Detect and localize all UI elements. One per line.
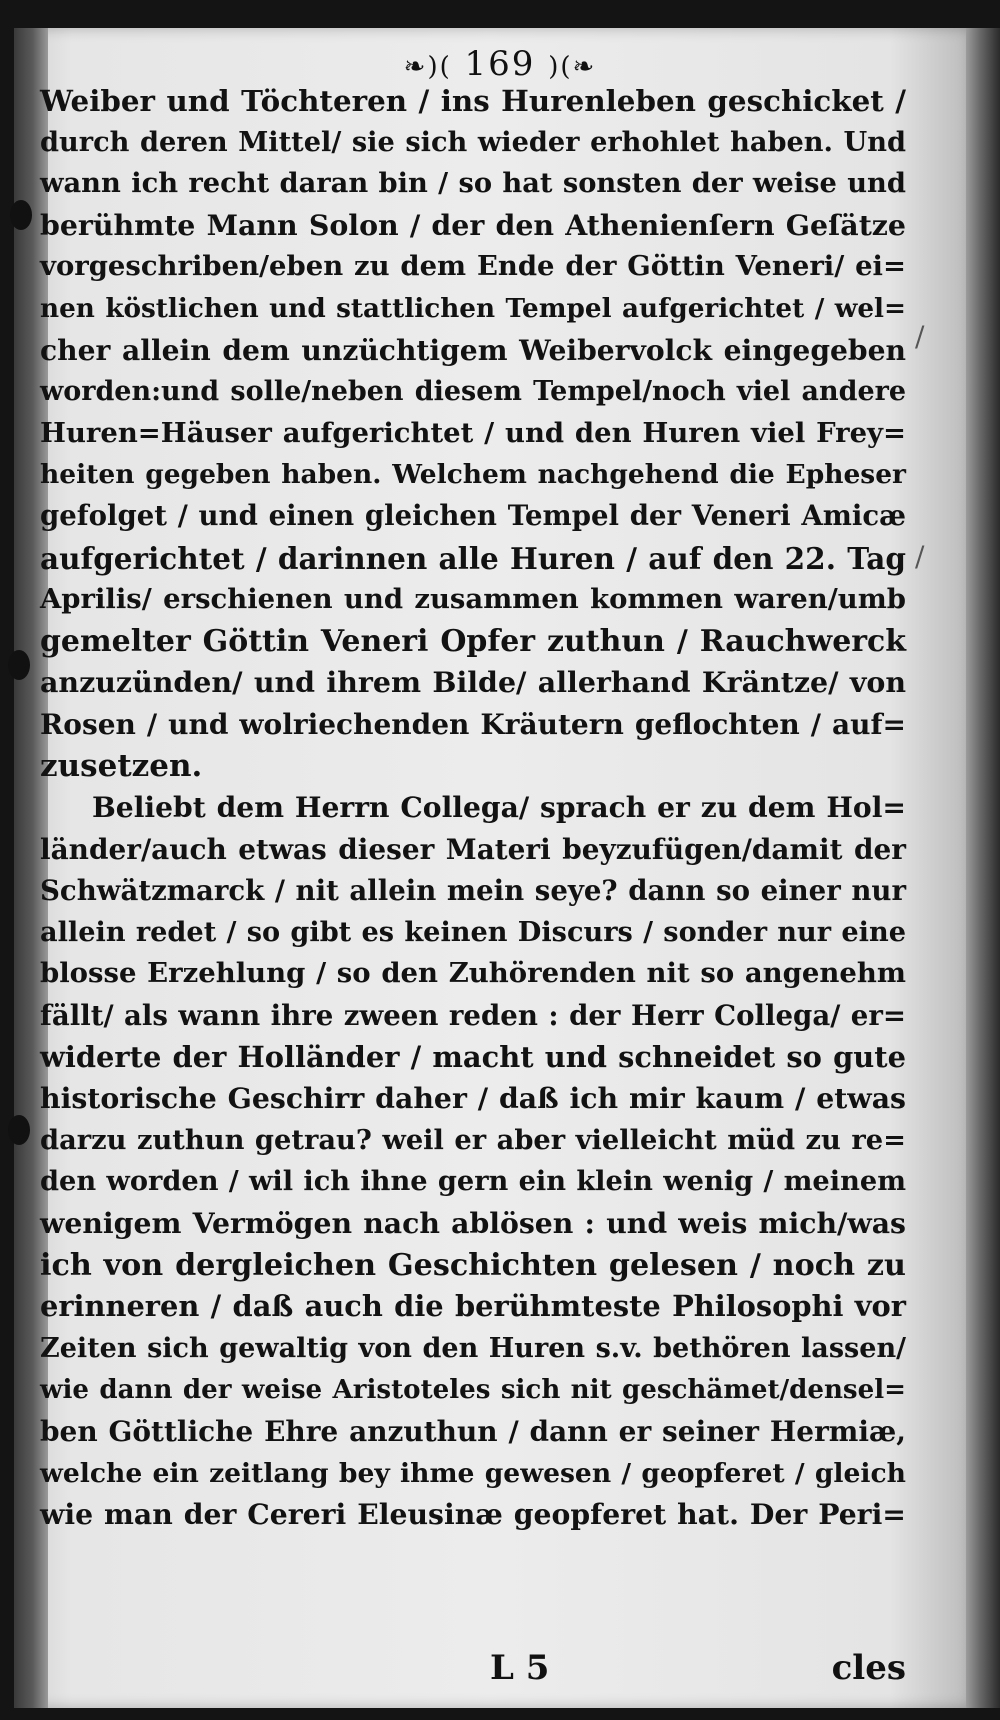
text-line: ben Göttliche Ehre anzuthun / dann er seiner Hermiæ, xyxy=(40,1415,906,1448)
text-line: Weiber und Töchteren / ins Hurenleben geschicket / xyxy=(40,83,906,118)
text-line: erinneren / daß auch die berühmteste Philosophi vor xyxy=(40,1289,906,1324)
text-line: historische Geschirr daher / daß ich mir kaum / etwas xyxy=(40,1081,906,1116)
text-line: widerte der Holländer / macht und schneidet so gute xyxy=(40,1039,906,1074)
text-line: aufgerichtet / darinnen alle Huren / auf den 22. Tag xyxy=(40,540,906,576)
page-edge xyxy=(966,28,1000,1708)
text-line: länder/auch etwas dieser Materi beyzufügen/damit der xyxy=(40,832,906,866)
page-header xyxy=(0,44,1000,84)
text-line: den worden / wil ich ihne gern ein klein wenig / meinem xyxy=(40,1165,906,1198)
text-line: welche ein zeitlang bey ihme gewesen / geopferet / gleich xyxy=(40,1457,906,1489)
text-line: wie dann der weise Aristoteles sich nit geschämet/densel= xyxy=(40,1374,906,1406)
text-line: anzuzünden/ und ihrem Bilde/ allerhand Kräntze/ von xyxy=(40,665,906,700)
text-line: Aprilis/ erschienen und zusammen kommen waren/umb xyxy=(40,583,906,616)
text-line: vorgeschriben/eben zu dem Ende der Göttin Veneri/ ei= xyxy=(40,250,906,283)
margin-mark-slash: / xyxy=(915,540,925,573)
body-text xyxy=(40,80,906,1536)
text-line: Schwätzmarck / nit allein mein seye? dann so einer nur xyxy=(40,874,906,908)
text-line: darzu zuthun getrau? weil er aber vielleicht müd zu re= xyxy=(40,1123,906,1156)
text-line: heiten gegeben haben. Welchem nachgehend die Epheser xyxy=(40,459,906,491)
text-line: worden:und solle/neben diesem Tempel/noch viel andere xyxy=(40,376,906,408)
text-line: ich von dergleichen Geschichten gelesen / noch zu xyxy=(40,1247,906,1283)
header-ornament-left: ❧)( xyxy=(403,52,452,82)
text-line: wenigem Vermögen nach ablösen : und weis mich/was xyxy=(40,1206,906,1241)
text-line: allein redet / so gibt es keinen Discurs / sonder nur eine xyxy=(40,915,906,948)
text-line: berühmte Mann Solon / der den Athenienſern Geſätze xyxy=(40,207,906,242)
text-line: Huren=Häuser aufgerichtet / und den Huren viel Frey= xyxy=(40,416,906,449)
binding-hole-lower xyxy=(8,1115,30,1145)
text-line: wie man der Cereri Eleusinæ geopferet hat. Der Peri= xyxy=(40,1497,906,1532)
text-line: blosse Erzehlung / so den Zuhörenden nit so angenehm xyxy=(40,957,906,990)
text-line: wann ich recht daran bin / so hat sonsten der weise und xyxy=(40,167,906,200)
text-line: Zeiten sich gewaltig von den Huren s.v. bethören lassen/ xyxy=(40,1332,906,1364)
binding-hole-upper xyxy=(10,200,32,230)
text-line: durch deren Mittel/ sie sich wieder erhohlet haben. Und xyxy=(40,125,906,158)
text-line: nen köstlichen und stattlichen Tempel aufgerichtet / wel= xyxy=(40,292,906,324)
text-line: gefolget / und einen gleichen Tempel der Veneri Amicæ xyxy=(40,499,906,532)
text-line: Beliebt dem Herrn Collega/ sprach er zu dem Hol= xyxy=(92,791,906,825)
page-footer xyxy=(40,1648,906,1696)
text-line: fällt/ als wann ihre zween reden : der Herr Collega/ er= xyxy=(40,999,906,1033)
text-line: Rosen / und wolriechenden Kräutern geflochten / auf= xyxy=(40,707,906,741)
catchword: cles xyxy=(831,1648,906,1688)
header-ornament-right: )(❧ xyxy=(548,52,597,82)
margin-mark-slash: / xyxy=(915,320,925,353)
page-number: 169 xyxy=(464,44,536,84)
text-line: cher allein dem unzüchtigem Weibervolck eingegeben xyxy=(40,333,906,367)
signature-mark: L 5 xyxy=(490,1648,550,1688)
text-line: zusetzen. xyxy=(40,747,203,784)
text-line: gemelter Göttin Veneri Opfer zuthun / Rauchwerck xyxy=(40,623,906,659)
binding-hole-middle xyxy=(8,650,30,680)
